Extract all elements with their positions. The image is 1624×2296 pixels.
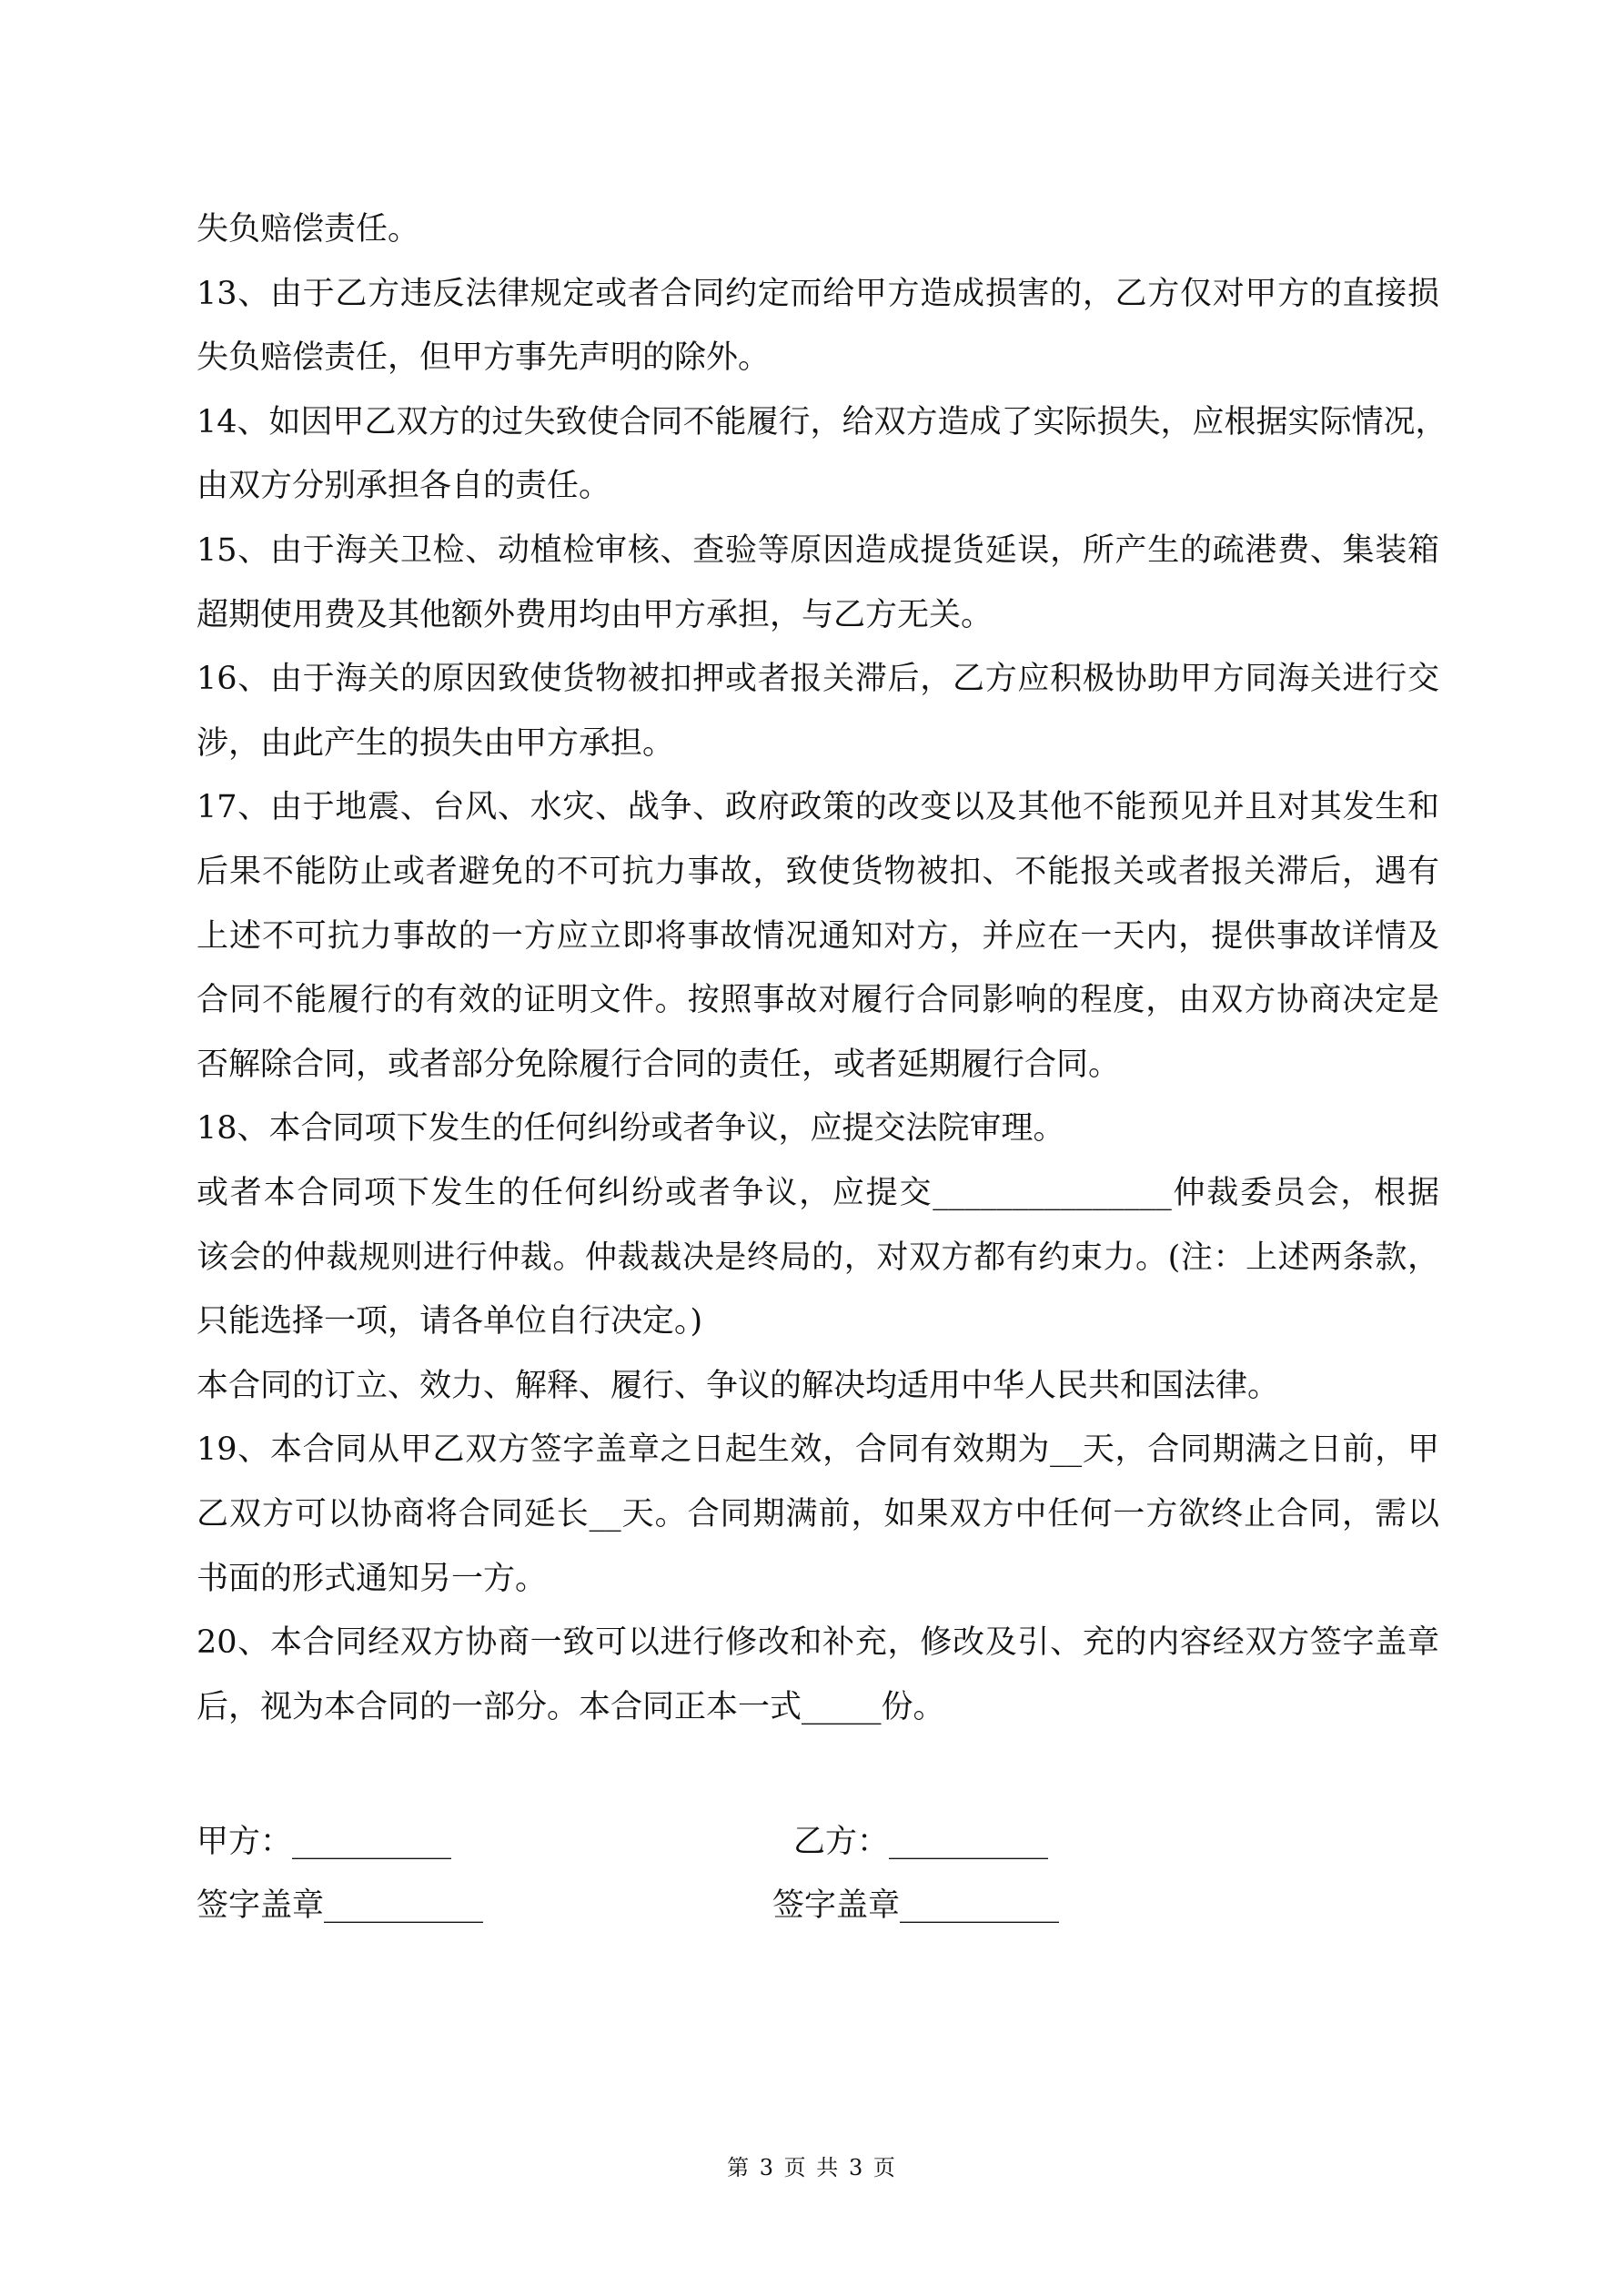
paragraph-5-line: 后果不能防止或者避免的不可抗力事故，致使货物被扣、不能报关或者报关滞后，遇有 xyxy=(197,854,1439,890)
paragraph-8-line: 本合同的订立、效力、解释、履行、争议的解决均适用中华人民共和国法律。 xyxy=(197,1367,1280,1404)
paragraph-10-line: 20、本合同经双方协商一致可以进行修改和补充，修改及引、充的内容经双方签字盖章 xyxy=(197,1624,1439,1662)
paragraph-3-line: 超期使用费及其他额外费用均由甲方承担，与乙方无关。 xyxy=(197,596,994,633)
paragraph-0-line: 失负赔偿责任。 xyxy=(197,211,420,248)
party-b-seal: 签字盖章__________ xyxy=(772,1887,1060,1924)
paragraph-1-line: 13、由于乙方违反法律规定或者合同约定而给甲方造成损害的，乙方仅对甲方的直接损 xyxy=(197,275,1439,312)
paragraph-2-line: 由双方分别承担各自的责任。 xyxy=(197,468,611,505)
paragraph-9-line: 书面的形式通知另一方。 xyxy=(197,1560,548,1597)
paragraph-2-line: 14、如因甲乙双方的过失致使合同不能履行，给双方造成了实际损失，应根据实际情况， xyxy=(197,403,1447,440)
paragraph-10-line: 后，视为本合同的一部分。本合同正本一式_____份。 xyxy=(197,1688,945,1725)
paragraph-9-line: 乙双方可以协商将合同延长__天。合同期满前，如果双方中任何一方欲终止合同，需以 xyxy=(197,1496,1439,1532)
party-b-label: 乙方：__________ xyxy=(793,1824,1049,1860)
paragraph-7-line: 只能选择一项，请各单位自行决定。) xyxy=(197,1303,703,1340)
paragraph-5-line: 合同不能履行的有效的证明文件。按照事故对履行合同影响的程度，由双方协商决定是 xyxy=(197,982,1439,1019)
paragraph-7-line: 或者本合同项下发生的任何纠纷或者争议，应提交_______________仲裁委员会，根据 xyxy=(197,1175,1439,1211)
paragraph-1-line: 失负赔偿责任，但甲方事先声明的除外。 xyxy=(197,339,771,377)
party-a-label: 甲方：__________ xyxy=(197,1824,452,1860)
paragraph-3-line: 15、由于海关卫检、动植检审核、查验等原因造成提货延误，所产生的疏港费、集装箱 xyxy=(197,532,1439,569)
paragraph-4-line: 16、由于海关的原因致使货物被扣押或者报关滞后，乙方应积极协助甲方同海关进行交 xyxy=(197,661,1439,698)
paragraph-6-line: 18、本合同项下发生的任何纠纷或者争议，应提交法院审理。 xyxy=(197,1110,1065,1148)
page-number: 第 3 页 共 3 页 xyxy=(727,2155,897,2180)
paragraph-5-line: 17、由于地震、台风、水灾、战争、政府政策的改变以及其他不能预见并且对其发生和 xyxy=(197,789,1439,826)
paragraph-4-line: 涉，由此产生的损失由甲方承担。 xyxy=(197,724,675,762)
party-a-seal: 签字盖章__________ xyxy=(197,1887,484,1924)
paragraph-7-line: 该会的仲裁规则进行仲裁。仲裁裁决是终局的，对双方都有约束力。(注：上述两条款， xyxy=(197,1239,1439,1276)
paragraph-9-line: 19、本合同从甲乙双方签字盖章之日起生效，合同有效期为__天，合同期满之日前，甲 xyxy=(197,1431,1439,1469)
paragraph-5-line: 上述不可抗力事故的一方应立即将事故情况通知对方，并应在一天内，提供事故详情及 xyxy=(197,917,1439,955)
paragraph-5-line: 否解除合同，或者部分免除履行合同的责任，或者延期履行合同。 xyxy=(197,1046,1121,1083)
